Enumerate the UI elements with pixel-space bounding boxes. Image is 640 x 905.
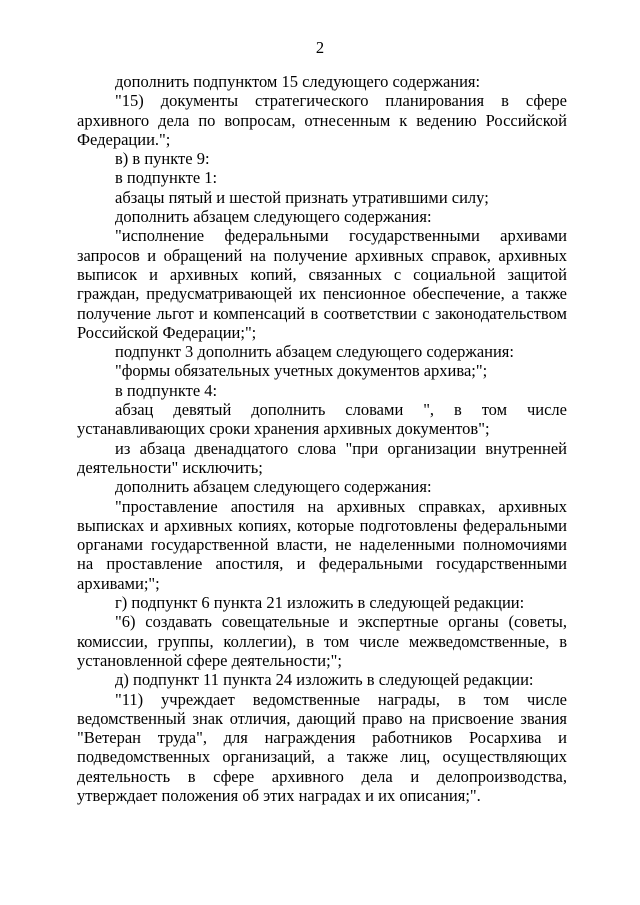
paragraph: абзац девятый дополнить словами ", в том числе устанавливающих сроки хранения архивных документов"; bbox=[77, 400, 567, 439]
paragraph: "6) создавать совещательные и экспертные органы (советы, комиссии, группы, коллегии), в том числе межведомственные, в установленной сфере деятельности;"; bbox=[77, 612, 567, 670]
paragraph: в подпункте 4: bbox=[115, 380, 218, 400]
paragraph: г) подпункт 6 пункта 21 изложить в следующей редакции: bbox=[115, 593, 525, 613]
paragraph: д) подпункт 11 пункта 24 изложить в следующей редакции: bbox=[115, 670, 534, 690]
paragraph: "проставление апостиля на архивных справках, архивных выписках и архивных копиях, которые подготовлены федеральными органами государственной власти, не наделенными полномочиями на проставление апостиля, и федеральными государственными архивами;"; bbox=[77, 496, 567, 593]
paragraph: "формы обязательных учетных документов архива;"; bbox=[115, 361, 488, 381]
paragraph: в) в пункте 9: bbox=[115, 149, 210, 169]
paragraph: подпункт 3 дополнить абзацем следующего содержания: bbox=[115, 342, 514, 362]
paragraph: "11) учреждает ведомственные награды, в том числе ведомственный знак отличия, дающий право на присвоение звания "Ветеран труда", для награждения работников Росархива и подведомственных организаций, а также лиц, осуществляющих деятельность в сфере архивного дела и делопроизводства, утверждает положения об этих наградах и их описания;". bbox=[77, 689, 567, 805]
paragraph: "исполнение федеральными государственными архивами запросов и обращений на получение архивных справок, архивных выписок и архивных копий, связанных с социальной защитой граждан, предусматривающей их пенсионное обеспечение, а также получение льгот и компенсаций в соответствии с законодательством Российской Федерации;"; bbox=[77, 226, 567, 342]
document-body bbox=[77, 72, 567, 805]
paragraph: абзацы пятый и шестой признать утратившими силу; bbox=[115, 187, 489, 207]
page-number: 2 bbox=[315, 38, 325, 57]
paragraph: дополнить абзацем следующего содержания: bbox=[115, 477, 432, 497]
paragraph: дополнить подпунктом 15 следующего содержания: bbox=[115, 72, 481, 91]
paragraph: дополнить абзацем следующего содержания: bbox=[115, 207, 432, 227]
paragraph: из абзаца двенадцатого слова "при организации внутренней деятельности" исключить; bbox=[77, 438, 567, 477]
paragraph: "15) документы стратегического планирования в сфере архивного дела по вопросам, отнесенным к ведению Российской Федерации."; bbox=[77, 91, 567, 149]
paragraph: в подпункте 1: bbox=[115, 168, 218, 188]
